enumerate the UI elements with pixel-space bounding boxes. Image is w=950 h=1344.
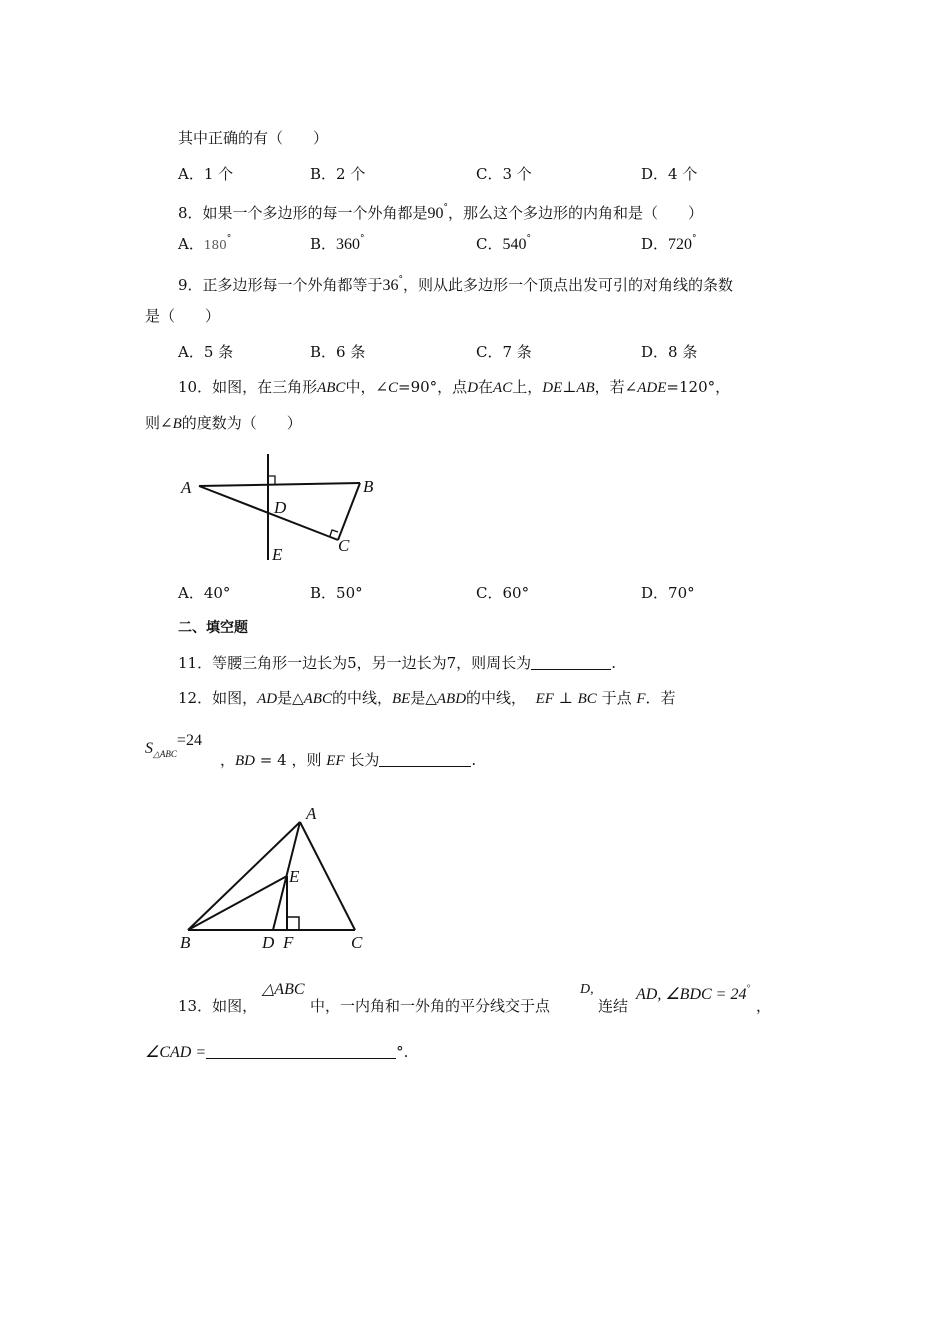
q9-option-b: B．6 条 [310,343,366,361]
top-option-a: A．1 个 [178,165,234,183]
q11-text: 11．等腰三角形一边长为5，另一边长为7，则周长为 . [178,654,616,672]
top-question-text: 其中正确的有（ ） [178,129,329,147]
q8-option-c: C．540° [476,234,531,253]
q9-text: 9．正多边形每一个外角都等于36°，则从此多边形一个顶点出发可引的对角线的条数 [178,275,734,294]
q10-segment-ab [199,483,360,486]
q9-option-d: D．8 条 [641,343,698,361]
q10-right-angle-mark-c [330,530,338,536]
q13-text-p1: 13．如图， [178,997,258,1015]
q8-text: 8．如果一个多边形的每一个外角都是90°，那么这个多边形的内角和是（ ） [178,203,704,222]
q12-text-line2: ，BD = 4 ，则 EF 长为 . [220,751,477,769]
top-option-c: C．3 个 [476,165,532,183]
q12-segment-ab [188,822,300,930]
q10-label-a: A [181,478,192,497]
q10-label-d: D [274,498,287,517]
q12-area-expression: $S_{\triangle ABC}=24$ [145,732,202,759]
q13-point-d: D, [580,982,594,997]
q12-label-a: A [306,804,317,823]
q12-segment-ac [300,822,355,930]
q13-text-line2: ∠CAD = °. [145,1043,409,1061]
q10-figure [175,450,395,570]
q13-answer-blank[interactable] [206,1044,396,1059]
q10-option-c: C．60° [476,584,530,602]
q10-label-e: E [272,545,283,564]
q10-label-b: B [363,477,374,496]
q11-answer-blank[interactable] [531,655,611,670]
q8-option-b: B．360° [310,234,365,253]
q13-expression: AD, ∠BDC = 24° [636,983,751,1003]
q10-right-angle-mark-d [268,476,275,484]
q10-option-a: A．40° [178,584,231,602]
q12-label-d: D [262,933,275,952]
q10-text: 10．如图，在三角形ABC中，∠C=90°，点D在AC上，DE⊥AB，若∠ADE=120°， [178,378,731,396]
q12-text: 12．如图，AD是△ABC的中线，BE是△ABD的中线， EF ⊥ BC 于点 F．若 [178,689,676,707]
q8-option-a: A．180° [178,234,232,253]
q10-label-c: C [338,536,350,555]
q13-triangle: △ABC [262,981,305,998]
q12-label-c: C [351,933,363,952]
q10-segment-bc [338,483,360,540]
q13-comma: ， [756,997,772,1015]
top-option-d: D．4 个 [641,165,698,183]
q10-option-b: B．50° [310,584,363,602]
q12-label-f: F [283,933,294,952]
q9-option-a: A．5 条 [178,343,234,361]
q12-right-angle-mark [287,917,299,930]
q10-text-line2: 则∠B的度数为（ ） [145,414,302,432]
q12-label-e: E [289,867,300,886]
q9-text-line2: 是（ ） [145,307,221,325]
q12-segment-be [188,876,287,930]
q12-answer-blank[interactable] [379,752,471,767]
q12-figure [170,800,380,955]
q9-option-c: C．7 条 [476,343,532,361]
top-option-b: B．2 个 [310,165,366,183]
q8-option-d: D．720° [641,234,697,253]
q13-text-p3: 连结 [598,997,629,1015]
q10-option-d: D．70° [641,584,695,602]
q13-text-p2: 中，一内角和一外角的平分线交于点 [310,997,551,1015]
q12-label-b: B [180,933,191,952]
section-title: 二、填空题 [178,620,248,636]
